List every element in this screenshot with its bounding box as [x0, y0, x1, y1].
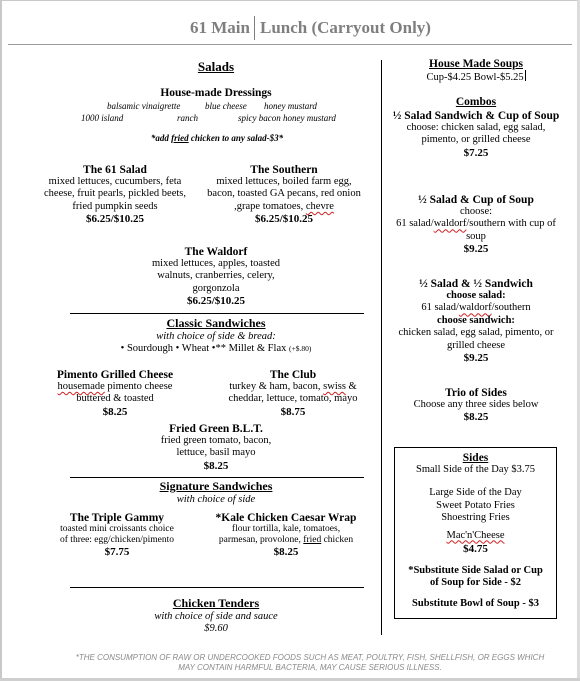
combo-desc-a: choose:: [459, 206, 493, 217]
combo-price: $9.25: [463, 243, 489, 256]
item-desc: mixed lettuces, cucumbers, feta cheese, fruit pearls, pickled beets, fried pumpkin seeds: [44, 176, 186, 212]
item-kale-caesar-wrap: [203, 512, 369, 558]
item-desc: mixed lettuces, apples, toasted walnuts, cranberries, celery, gorgonzola: [151, 258, 280, 294]
item-fried-green-blt: [146, 423, 286, 472]
combo-price: $7.25: [463, 146, 489, 159]
bread-options: • Sourdough • Wheat •** Millet & Flax (+$.80): [120, 343, 312, 355]
classic-subtitle: with choice of side & bread:: [156, 331, 276, 342]
item-name: The Southern: [250, 164, 318, 176]
combo-half-salad-cup-soup: [395, 194, 557, 255]
small-side: Small Side of the Day $3.75: [416, 464, 535, 475]
combo-desc-b: 61 salad/waldorf/southern with cup of soup: [396, 218, 556, 242]
item-waldorf: [138, 246, 294, 307]
side-sweet-potato: Sweet Potato Fries: [436, 499, 515, 511]
window-edge-left: [0, 0, 2, 681]
classic-title: Classic Sandwiches: [166, 316, 266, 330]
column-divider: [381, 60, 382, 635]
substitute-bowl-note: Substitute Bowl of Soup - $3: [412, 598, 539, 610]
choose-salad-label: choose salad:: [446, 290, 506, 301]
menu-title: Lunch (Carryout Only): [260, 18, 431, 37]
combo-half-salad-half-sandwich: [395, 278, 557, 364]
dressing-balsamic: balsamic vinaigrette: [107, 101, 181, 111]
tenders-price: $9.60: [204, 623, 228, 635]
signature-title: Signature Sandwiches: [159, 479, 273, 493]
side-mac-cheese: Mac'n'Cheese: [446, 529, 505, 541]
item-desc: turkey & ham, bacon, swiss & cheddar, lettuce, tomato, mayo: [228, 381, 358, 405]
header-separator: [254, 16, 255, 40]
item-price: $6.25/$10.25: [254, 213, 314, 226]
dressing-1000-island: 1000 island: [81, 113, 124, 123]
dressing-blue-cheese: blue cheese: [205, 101, 247, 111]
item-desc: housemade pimento cheese buttered & toasted: [57, 381, 173, 405]
window-edge-top: [0, 0, 580, 1]
item-name: Fried Green B.L.T.: [169, 423, 263, 435]
item-name: *Kale Chicken Caesar Wrap: [215, 512, 357, 524]
substitute-side-note: *Substitute Side Salad or Cup of Soup for Side - $2: [408, 564, 543, 589]
item-the-club: [218, 369, 368, 418]
header-rule: [8, 44, 572, 45]
consumer-advisory: *THE CONSUMPTION OF RAW OR UNDERCOOKED FOODS SUCH AS MEAT, POULTRY, FISH, SHELLFISH, OR EGGS WHICH MAY CONTAIN HARMFUL BACTERIA, MAY CAUSE SERIOUS ILLNESS.: [75, 653, 545, 672]
section-rule: [70, 313, 364, 314]
sides-box: [394, 447, 557, 619]
item-pimento-grilled-cheese: [40, 369, 190, 418]
item-price: $6.25/$10.25: [85, 213, 145, 226]
item-price: $8.25: [203, 459, 229, 472]
signature-subtitle: with choice of side: [176, 494, 256, 505]
large-side: Large Side of the Day: [429, 487, 522, 499]
section-rule: [70, 587, 364, 588]
item-price: $7.75: [104, 546, 130, 558]
combo-name: ½ Salad & Cup of Soup: [418, 194, 534, 206]
item-name: Pimento Grilled Cheese: [56, 369, 174, 381]
item-name: The 61 Salad: [83, 164, 147, 176]
item-desc: fried green tomato, bacon, lettuce, basil mayo: [160, 435, 272, 459]
dressing-ranch: ranch: [177, 113, 198, 123]
text-cursor: [525, 70, 526, 81]
item-desc: mixed lettuces, boiled farm egg, bacon, toasted GA pecans, red onion ,grape tomatoes, chevre: [207, 176, 361, 212]
item-desc: flour tortilla, kale, tomatoes, parmesan, provolone, fried chicken: [218, 524, 354, 545]
combo-desc: choose: chicken salad, egg salad, pimento, or grilled cheese: [406, 122, 546, 146]
item-61-salad: [40, 164, 190, 225]
sides-price: $4.75: [463, 542, 488, 555]
dressing-spicy-bacon: spicy bacon honey mustard: [238, 113, 336, 123]
soups-title: House Made Soups: [429, 58, 523, 70]
item-southern: [203, 164, 365, 225]
signature-header: [100, 479, 332, 506]
sandwich-options: chicken salad, egg salad, pimento, or grilled cheese: [398, 327, 554, 351]
salads-title: Salads: [197, 59, 235, 74]
tenders-title: Chicken Tenders: [172, 596, 260, 610]
salad-addon-note: *add fried chicken to any salad-$3*: [150, 133, 284, 143]
section-rule: [70, 477, 364, 478]
chicken-tenders: [110, 596, 322, 636]
house-soups: [400, 58, 552, 84]
salad-options: 61 salad/waldorf/southern: [421, 302, 531, 314]
item-name: The Club: [269, 369, 317, 381]
combo-price: $9.25: [463, 352, 489, 365]
side-shoestring: Shoestring Fries: [441, 512, 510, 524]
combo-name: Trio of Sides: [445, 387, 507, 399]
page-header: [0, 18, 580, 44]
tenders-subtitle: with choice of side and sauce: [154, 611, 278, 622]
combo-price: $8.25: [463, 411, 489, 424]
item-price: $8.25: [273, 546, 299, 558]
item-price: $8.75: [280, 405, 306, 418]
combo-desc: Choose any three sides below: [413, 399, 539, 410]
addon-fried: fried: [171, 133, 189, 143]
dressing-honey-mustard: honey mustard: [264, 101, 317, 111]
item-name: The Waldorf: [184, 246, 248, 258]
combo-name: ½ Salad Sandwich & Cup of Soup: [392, 110, 560, 122]
combo-name: ½ Salad & ½ Sandwich: [419, 278, 533, 290]
combo-trio-of-sides: [395, 387, 557, 423]
sides-title: Sides: [462, 452, 489, 464]
restaurant-name: 61 Main: [190, 18, 250, 37]
combos-title: Combos: [455, 96, 497, 108]
dressings-title: House-made Dressings: [160, 87, 272, 99]
classic-header: [100, 316, 332, 356]
combo-half-salad-sandwich-soup: [392, 110, 560, 159]
item-price: $6.25/$10.25: [186, 295, 246, 308]
item-price: $8.25: [102, 405, 128, 418]
item-triple-gammy: [56, 512, 178, 558]
choose-sandwich-label: choose sandwich:: [437, 314, 515, 326]
item-name: The Triple Gammy: [69, 512, 165, 524]
soups-prices: Cup-$4.25 Bowl-$5.25: [426, 72, 524, 83]
item-desc: toasted mini croissants choice of three: egg/chicken/pimento: [60, 524, 174, 545]
